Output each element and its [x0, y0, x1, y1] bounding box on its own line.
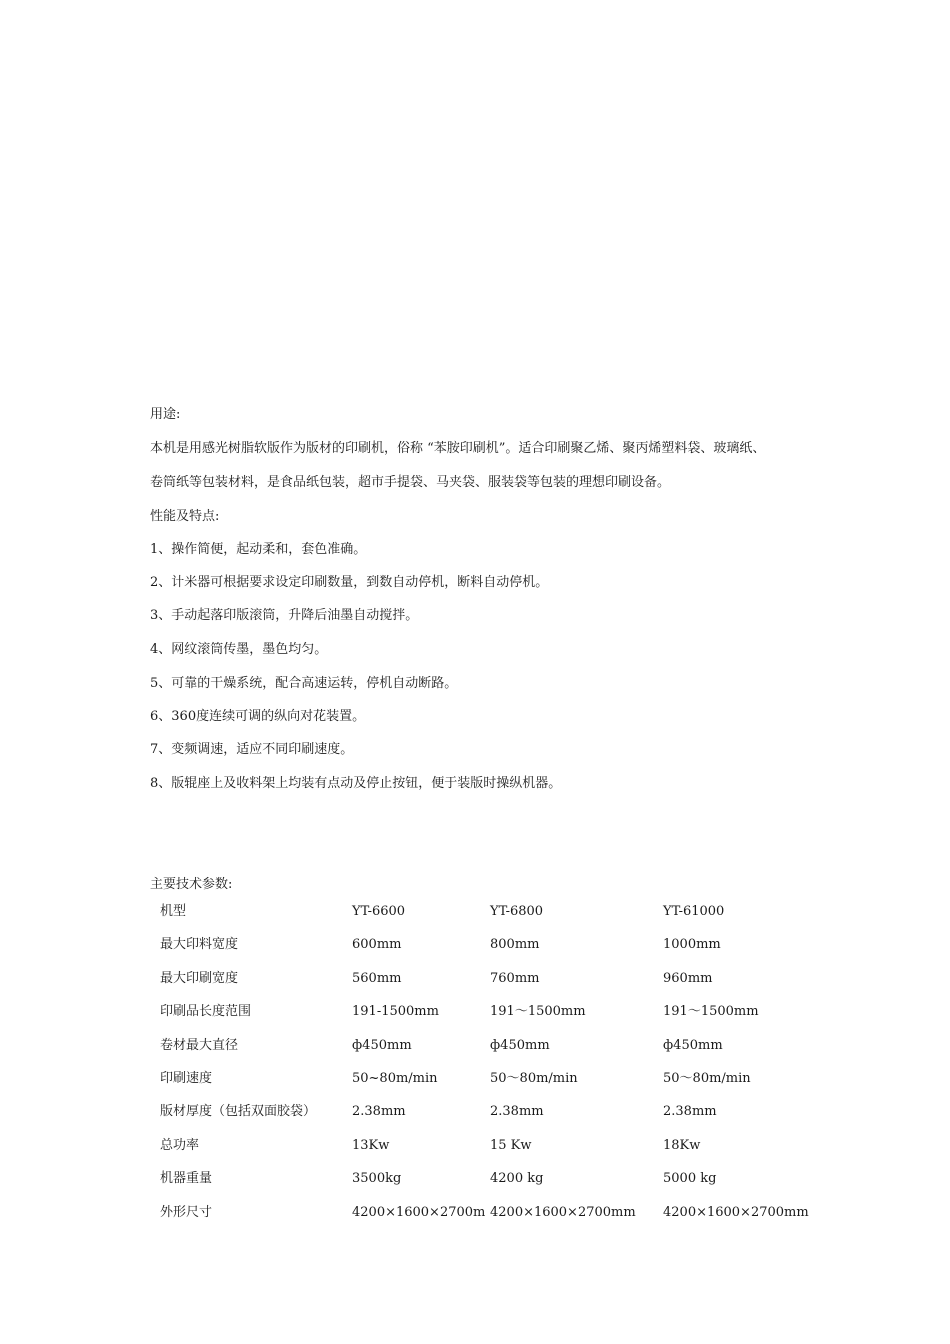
spec-label: 最大印刷宽度: [160, 970, 239, 986]
table-row: [150, 1137, 809, 1170]
spec-value: 191～1500mm: [490, 1004, 586, 1020]
usage-heading: 用途:: [150, 407, 181, 422]
features-heading: 性能及特点:: [150, 509, 220, 524]
spec-value: 800mm: [490, 937, 540, 953]
spec-value: 50～80m/min: [663, 1070, 751, 1086]
spec-value: 1000mm: [663, 937, 721, 953]
spec-value: YT-6600: [352, 904, 406, 919]
spec-value: 4200×1600×2700mm: [490, 1204, 636, 1220]
specs-heading: 主要技术参数:: [150, 877, 233, 892]
usage-text-line-2: 卷筒纸等包装材料，是食品纸包装，超市手提袋、马夹袋、服装袋等包装的理想印刷设备。: [150, 475, 671, 490]
spec-value: 3500kg: [352, 1171, 402, 1187]
spec-value: 191～1500mm: [663, 1004, 759, 1020]
feature-item: 5、可靠的干燥系统，配合高速运转，停机自动断路。: [150, 676, 458, 691]
spec-value: ф450mm: [663, 1037, 723, 1053]
feature-item: 8、版辊座上及收料架上均装有点动及停止按钮，便于装版时操纵机器。: [150, 776, 562, 791]
table-row: [150, 1103, 809, 1136]
table-row: [150, 1037, 809, 1070]
table-row: [150, 903, 809, 936]
spec-label: 卷材最大直径: [160, 1037, 239, 1053]
spec-label: 印刷品长度范围: [160, 1004, 252, 1020]
feature-item: 2、计米器可根据要求设定印刷数量，到数自动停机，断料自动停机。: [150, 575, 549, 590]
spec-value: 15 Kw: [490, 1137, 532, 1153]
feature-item: 7、变频调速，适应不同印刷速度。: [150, 742, 354, 757]
spec-value: 2.38mm: [663, 1104, 717, 1120]
spec-value: YT-6800: [490, 904, 544, 919]
table-row: [150, 1204, 809, 1237]
table-row: [150, 1070, 809, 1103]
spec-value: ф450mm: [490, 1037, 550, 1053]
usage-text-line-1: 本机是用感光树脂软版作为版材的印刷机，俗称 “苯胺印刷机”。适合印刷聚乙烯、聚丙烯塑料袋、玻璃纸、: [150, 441, 766, 456]
spec-label: 最大印料宽度: [160, 937, 239, 953]
feature-item: 4、网纹滚筒传墨，墨色均匀。: [150, 642, 328, 657]
table-row: [150, 1170, 809, 1203]
spec-label: 版材厚度（包括双面胶袋）: [160, 1104, 317, 1120]
specs-table: [150, 903, 809, 1237]
spec-value: 560mm: [352, 970, 402, 986]
table-row: [150, 970, 809, 1003]
spec-label: 印刷速度: [160, 1070, 213, 1086]
spec-label: 总功率: [160, 1137, 200, 1153]
feature-item: 1、操作简便，起动柔和，套色准确。: [150, 542, 367, 557]
spec-value: ф450mm: [352, 1037, 412, 1053]
table-row: [150, 1003, 809, 1036]
table-row: [150, 936, 809, 969]
feature-item: 6、360度连续可调的纵向对花装置。: [150, 709, 366, 724]
spec-value: 50~80m/min: [352, 1070, 438, 1086]
spec-value: 4200×1600×2700m: [352, 1204, 486, 1220]
spec-value: 960mm: [663, 970, 713, 986]
spec-value: 2.38mm: [490, 1104, 544, 1120]
feature-item: 3、手动起落印版滚筒，升降后油墨自动搅拌。: [150, 608, 419, 623]
spec-value: 191-1500mm: [352, 1004, 439, 1020]
spec-label: 机型: [160, 904, 187, 919]
spec-value: 5000 kg: [663, 1171, 717, 1187]
spec-label: 外形尺寸: [160, 1204, 213, 1220]
spec-value: 760mm: [490, 970, 540, 986]
spec-value: 4200×1600×2700mm: [663, 1204, 809, 1220]
spec-value: 50～80m/min: [490, 1070, 578, 1086]
spec-value: 4200 kg: [490, 1171, 544, 1187]
spec-value: 13Kw: [352, 1137, 390, 1153]
spec-label: 机器重量: [160, 1171, 213, 1187]
spec-value: YT-61000: [663, 904, 725, 919]
spec-value: 2.38mm: [352, 1104, 406, 1120]
spec-value: 18Kw: [663, 1137, 701, 1153]
spec-value: 600mm: [352, 937, 402, 953]
